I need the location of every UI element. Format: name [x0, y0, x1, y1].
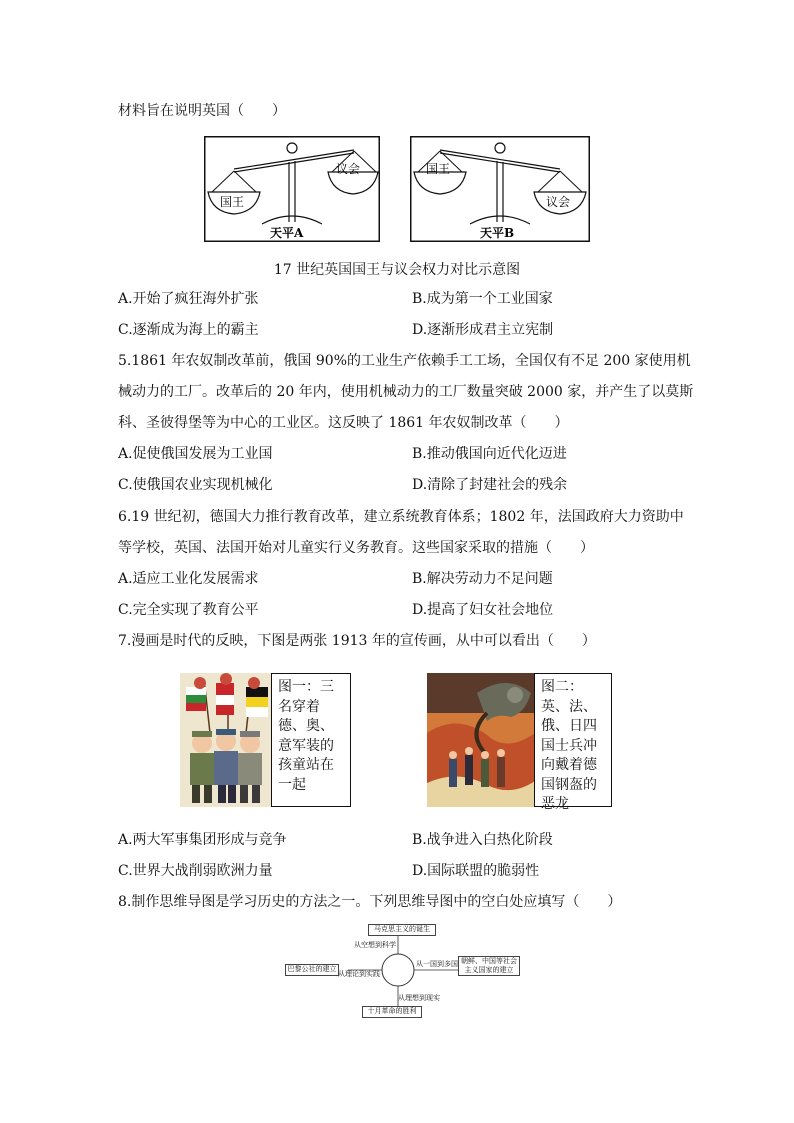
q5-line-1: 5.1861 年农奴制改革前，俄国 90%的工业生产依赖手工工场，全国仅有不足 200 家使用机 [118, 353, 691, 369]
mindmap-bottom-node: 十月革命的胜利 [362, 1006, 422, 1018]
q5-option-d: D.清除了封建社会的残余 [412, 477, 568, 493]
poster-2-caption: 图二：英、法、俄、日四国士兵冲向戴着德国钢盔的恶龙 [534, 673, 612, 807]
figure-caption: 17 世纪英国国王与议会权力对比示意图 [273, 262, 521, 278]
q4-stem: 材料旨在说明英国（ ） [118, 103, 286, 119]
q6-option-a: A.适应工业化发展需求 [118, 571, 259, 587]
mindmap-bottom-label: 从理想到现实 [398, 994, 440, 1002]
q4-option-a: A.开始了疯狂海外扩张 [118, 291, 259, 307]
scale-b-left-label: 国王 [426, 162, 451, 176]
q5-option-c: C.使俄国农业实现机械化 [118, 477, 273, 493]
q7-option-c: C.世界大战削弱欧洲力量 [118, 863, 273, 879]
q4-option-c: C.逐渐成为海上的霸主 [118, 322, 259, 338]
poster-1-caption: 图一：三名穿着德、奥、意军装的孩童站在一起 [271, 673, 351, 807]
q6-line-2: 等学校，英国、法国开始对儿童实行义务教育。这些国家采取的措施（ ） [118, 540, 594, 556]
q7-option-d: D.国际联盟的脆弱性 [412, 863, 540, 879]
q6-option-d: D.提高了妇女社会地位 [412, 602, 554, 618]
scale-a-left-label: 国王 [220, 195, 245, 209]
scale-b-right-label: 议会 [546, 195, 571, 209]
q6-line-1: 6.19 世纪初，德国大力推行教育改革，建立系统教育体系；1802 年，法国政府大力资助中 [118, 509, 684, 525]
q7-option-b: B.战争进入白热化阶段 [412, 832, 553, 848]
q5-option-b: B.推动俄国向近代化迈进 [412, 446, 567, 462]
mindmap-right-node: 朝鲜、中国等社会主义国家的建立 [458, 956, 520, 976]
q4-option-b: B.成为第一个工业国家 [412, 291, 553, 307]
poster-2-illustration [427, 673, 535, 807]
q5-option-a: A.促使俄国发展为工业国 [118, 446, 273, 462]
poster-1-illustration [180, 673, 272, 807]
q8-stem: 8.制作思维导图是学习历史的方法之一。下列思维导图中的空白处应填写（ ） [118, 894, 622, 910]
mindmap-right-label: 从一国到多国 [416, 960, 458, 968]
mindmap-top-label: 从空想到科学 [354, 941, 396, 949]
q5-line-3: 科、圣彼得堡等为中心的工业区。这反映了 1861 年农奴制改革（ ） [118, 415, 569, 431]
q5-line-2: 械动力的工厂。改革后的 20 年内，使用机械动力的工厂数量突破 2000 家，并产生了以莫斯 [118, 384, 694, 400]
mindmap-top-node: 马克思主义的诞生 [368, 924, 436, 936]
q7-stem: 7.漫画是时代的反映，下图是两张 1913 年的宣传画，从中可以看出（ ） [118, 633, 596, 649]
scale-a-right-label: 议会 [336, 162, 361, 176]
q6-option-c: C.完全实现了教育公平 [118, 602, 259, 618]
q4-option-d: D.逐渐形成君主立宪制 [412, 322, 554, 338]
scale-b-figure [410, 136, 590, 242]
mindmap-left-label: 从理论到实践 [338, 970, 380, 978]
scale-b-base-label: 天平B [480, 226, 515, 240]
q7-option-a: A.两大军事集团形成与竞争 [118, 832, 287, 848]
scale-a-base-label: 天平A [270, 226, 304, 240]
scale-a-figure [204, 136, 380, 242]
mindmap-left-node: 巴黎公社的建立 [285, 964, 339, 976]
q6-option-b: B.解决劳动力不足问题 [412, 571, 553, 587]
